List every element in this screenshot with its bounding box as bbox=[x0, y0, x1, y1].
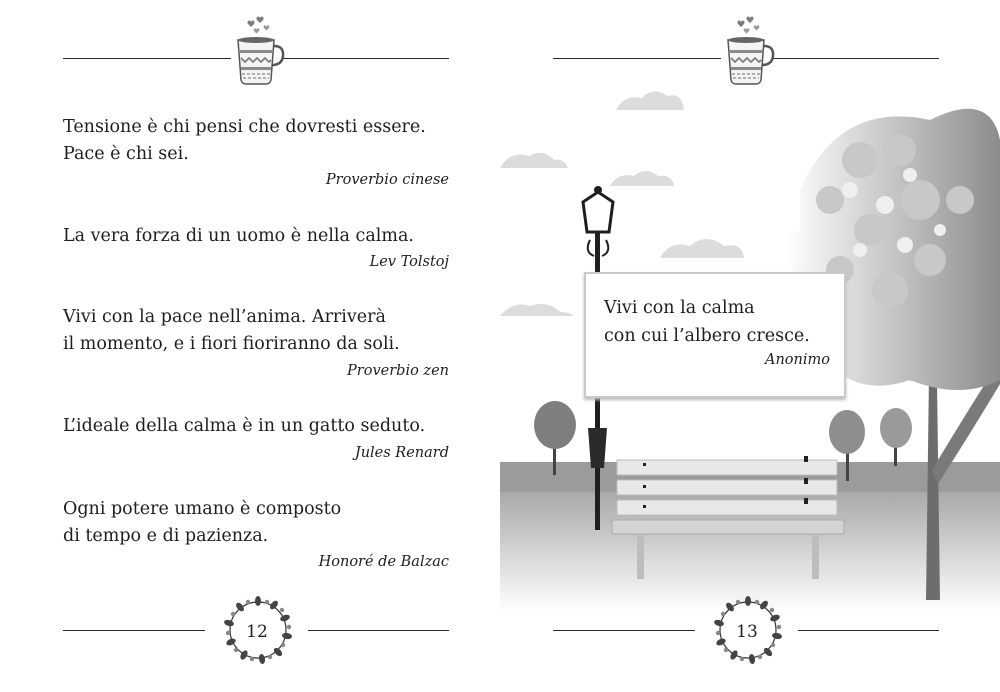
header-rule-left bbox=[63, 58, 231, 59]
quote-2-text: La vera forza di un uomo è nella calma. bbox=[63, 226, 414, 246]
quote-4-text: L’ideale della calma è in un gatto seduto. bbox=[63, 416, 426, 436]
quote-1-text: Tensione è chi pensi che dovresti essere. Pace è chi sei. bbox=[63, 117, 426, 164]
footer-rule-left bbox=[63, 630, 205, 631]
footer-rule-right bbox=[308, 630, 449, 631]
quote-sign bbox=[584, 272, 846, 398]
quote-5-text: Ogni potere umano è composto di tempo e di pazienza. bbox=[63, 499, 342, 546]
small-tree bbox=[880, 408, 912, 466]
quote-2-author: Lev Tolstoj bbox=[369, 254, 449, 270]
sign-quote-text: Vivi con la calma con cui l’albero cresce. bbox=[604, 298, 810, 346]
quote-4-author: Jules Renard bbox=[354, 445, 449, 461]
page-number: 13 bbox=[736, 622, 758, 642]
header-rule-right bbox=[283, 58, 449, 59]
right-page bbox=[500, 0, 1000, 692]
page-number: 12 bbox=[246, 622, 268, 642]
quote-3-author: Proverbio zen bbox=[347, 363, 449, 379]
quote-3-text: Vivi con la pace nell’anima. Arriverà il momento, e i fiori fioriranno da soli. bbox=[63, 307, 400, 354]
footer-rule-right bbox=[798, 630, 939, 631]
footer-rule-left bbox=[553, 630, 695, 631]
quote-5-author: Honoré de Balzac bbox=[318, 554, 449, 570]
coffee-mug-hearts-icon bbox=[230, 14, 286, 86]
quote-1-author: Proverbio cinese bbox=[325, 172, 449, 188]
sign-quote-author: Anonimo bbox=[765, 352, 830, 368]
